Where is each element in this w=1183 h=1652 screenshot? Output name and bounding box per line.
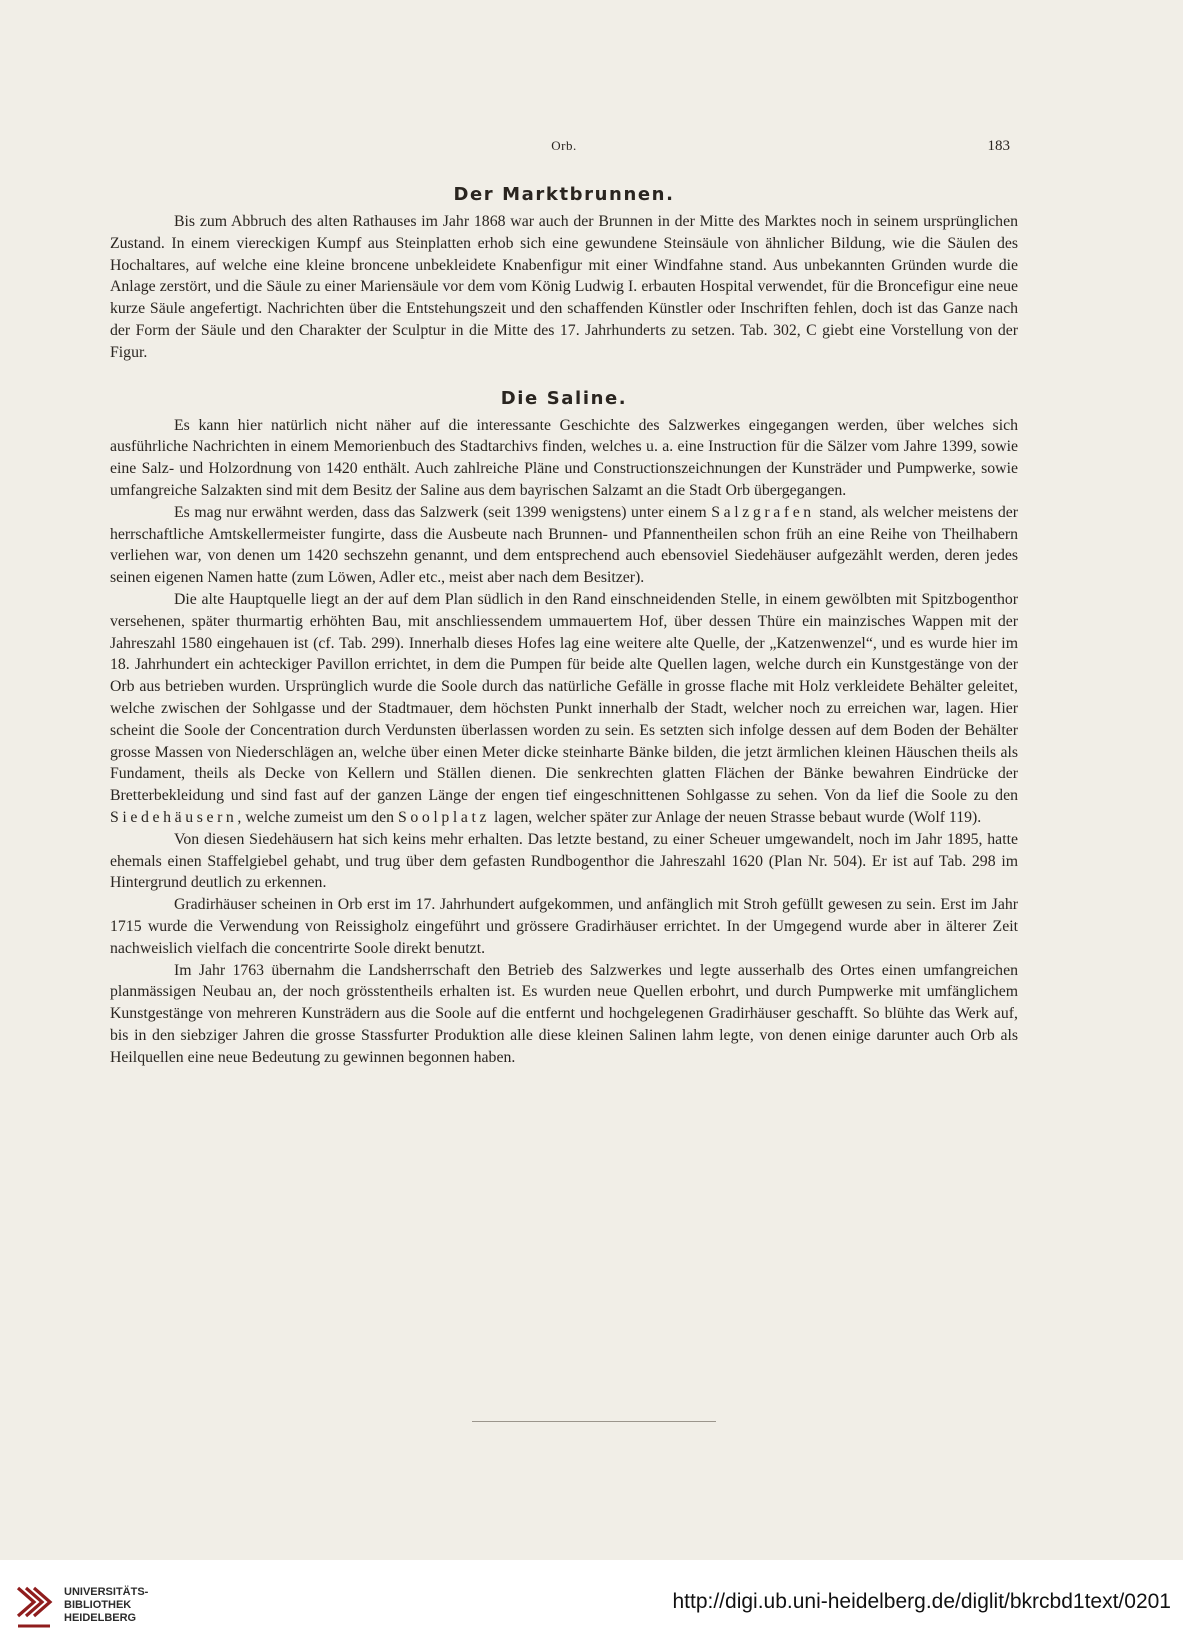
section-spacer [110,364,1018,388]
body-paragraph [110,960,1018,1069]
source-url-link[interactable]: http://digi.ub.uni-heidelberg.de/diglit/bkrcbd1text/0201 [672,1590,1171,1613]
spaced-term: Soolplatz [397,808,491,826]
text-run: Von diesen Siedehäusern hat sich keins mehr erhalten. Das letzte bestand, zu einer Scheuer umgewandelt, noch im Jahr 1895, hatte ehemals einen Staffelgiebel gehabt, und trug über dem gefasten Rundbogenthor die Jahreszahl 1620 (Plan Nr. 504). Er ist auf Tab. 298 im Hintergrund deutlich zu erkennen. [110,830,1018,892]
text-run: Es mag nur erwähnt werden, dass das Salzwerk (seit 1399 wenigstens) unter einem [174,503,712,521]
text-run: Im Jahr 1763 übernahm die Landsherrschaft den Betrieb des Salzwerkes und legte ausserhalb des Ortes einen umfangreichen planmässigen Neubau an, der noch grösstentheils erhalten ist. Es wurden neue Quellen erbohrt, und durch Pumpwerke mit umfänglichem Kunstgestänge von mehreren Kunsträdern aus die Soole auf die entfernt und hochgelegenen Gradirhäuser geschafft. So blühte das Werk auf, bis in den siebziger Jahren die grosse Stassfurter Produktion alle diese kleinen Salinen lahm legte, von denen einige darunter auch Orb als Heilquellen eine neue Bedeutung zu gewinnen begonnen haben. [110,961,1018,1066]
library-name [64,1586,148,1625]
text-block [110,184,1018,1068]
text-run: Bis zum Abbruch des alten Rathauses im Jahr 1868 war auch der Brunnen in der Mitte des Marktes noch in seinem ursprünglichen Zustand. In einem viereckigen Kumpf aus Steinplatten erhob sich eine gewundene Steinsäule von ähnlicher Bildung, wie die Säulen des Hochaltares, auf welche eine kleine broncene unbekleidete Knabenfigur mit einer Windfahne stand. Aus unbekannten Gründen wurde die Anlage zerstört, und die Säule zu einer Mariensäule vor dem vom König Ludwig I. erbauten Hospital verwendet, für die Broncefigur eine neue kurze Säule angefertigt. Nachrichten über die Entstehungszeit und den schaffenden Künstler oder Inschriften fehlen, doch ist das Ganze nach der Form der Säule und den Charakter der Sculptur in die Mitte des 17. Jahrhunderts zu setzen. Tab. 302, C giebt eine Vorstellung von der Figur. [110,213,1018,361]
body-paragraph [110,415,1018,502]
body-paragraph [110,829,1018,894]
body-paragraph [110,502,1018,589]
text-run: lagen, welcher später zur Anlage der neuen Strasse bebaut wurde (Wolf 119). [490,808,982,826]
body-paragraph [110,589,1018,829]
library-name-line: BIBLIOTHEK [64,1599,132,1611]
section-heading: Der Marktbrunnen. [453,184,675,205]
footer-bar [0,1560,1183,1652]
text-run: Gradirhäuser scheinen in Orb erst im 17. Jahrhundert aufgekommen, und anfänglich mit Stroh gefüllt gewesen zu sein. Erst im Jahr 1715 wurde die Verwendung von Reissigholz eingeführt und grössere Gradirhäuser errichtet. In der Umgegend wurde aber in älterer Zeit nachweislich vielfach die concentrirte Soole direkt benutzt. [110,896,1018,957]
text-run: Die alte Hauptquelle liegt an der auf dem Plan südlich in den Rand einschneidenden Stelle, in einem gewölbten mit Spitzbogenthor versehenen, später thurmartig erhöhten Bau, mit anschliessendem ummauertem Hof, über dessen Thüre ein mainzisches Wappen mit der Jahreszahl 1580 eingehauen ist (cf. Tab. 299). Innerhalb dieses Hofes lag eine weitere alte Quelle, der „Katzenwenzel“, und es wurde hier im 18. Jahrhundert ein achteckiger Pavillon errichtet, in dem die Pumpen für beide alte Quellen lagen, welche durch ein Kunstgestänge von der Orb aus betrieben wurden. Ursprünglich wurde die Soole durch das natürliche Gefälle in grosse flache mit Holz verkleidete Behälter geleitet, welche zwischen der Sohlgasse und der Stadtmauer, dem höchsten Punkt innerhalb der Stadt, welcher noch zu erreichen war, lagen. Hier scheint die Soole der Concentration durch Verdunsten überlassen worden zu sein. Es setzten sich infolge dessen auf dem Boden der Behälter grosse Massen von Niederschlägen an, welche über einen Meter dicke steinharte Bänke bilden, die jetzt ärmlichen kleinen Häuschen theils als Fundament, theils als Decke von Kellern und Ställen dienen. Die senkrechten glatten Flächen der Bänke bewahren Eindrücke der Bretterbekleidung und sind fast auf der ganzen Länge der engen tief eingeschnittenen Sohlgasse zu sehen. Von da lief die Soole zu den [110,590,1018,805]
body-paragraph [110,894,1018,959]
spaced-term: Siedehäusern [110,808,238,826]
end-rule [472,1421,716,1422]
library-logo-icon [14,1582,54,1630]
page-number: 183 [987,138,1010,154]
spaced-term: Salzgrafen [711,503,815,521]
body-paragraph [110,211,1018,364]
text-run: stand, als welcher meistens der herrschaftliche Amtskellermeister fungirte, dass die Ausbeute nach Brunnen- und Pfannentheilen schon früh an eine Reihe von Theilhabern verliehen war, von denen um 1420 sechszehn genannt, und dem entsprechend auch ebensoviel Siedehäuser aufgezählt werden, deren jedes seinen eigenen Namen hatte (zum Löwen, Adler etc., meist aber nach dem Besitzer). [110,503,1018,587]
text-run: Es kann hier natürlich nicht näher auf die interessante Geschichte des Salzwerkes eingegangen werden, über welches sich ausführliche Nachrichten in einem Memorienbuch des Stadtarchivs finden, welches u. a. eine Instruction für die Sälzer vom Jahre 1399, sowie eine Salz- und Holzordnung von 1420 enthält. Auch zahlreiche Pläne und Constructionszeichnungen der Kunsträder und Pumpwerke, sowie umfangreiche Salzakten sind mit dem Besitz der Saline aus dem bayrischen Salzamt an die Stadt Orb übergegangen. [110,416,1018,499]
running-head [110,138,1018,158]
library-name-line: UNIVERSITÄTS- [64,1586,149,1598]
text-run: , welche zumeist um den [237,808,398,826]
library-name-line: HEIDELBERG [64,1612,137,1624]
running-title: Orb. [551,138,577,153]
section-heading: Die Saline. [500,387,628,409]
